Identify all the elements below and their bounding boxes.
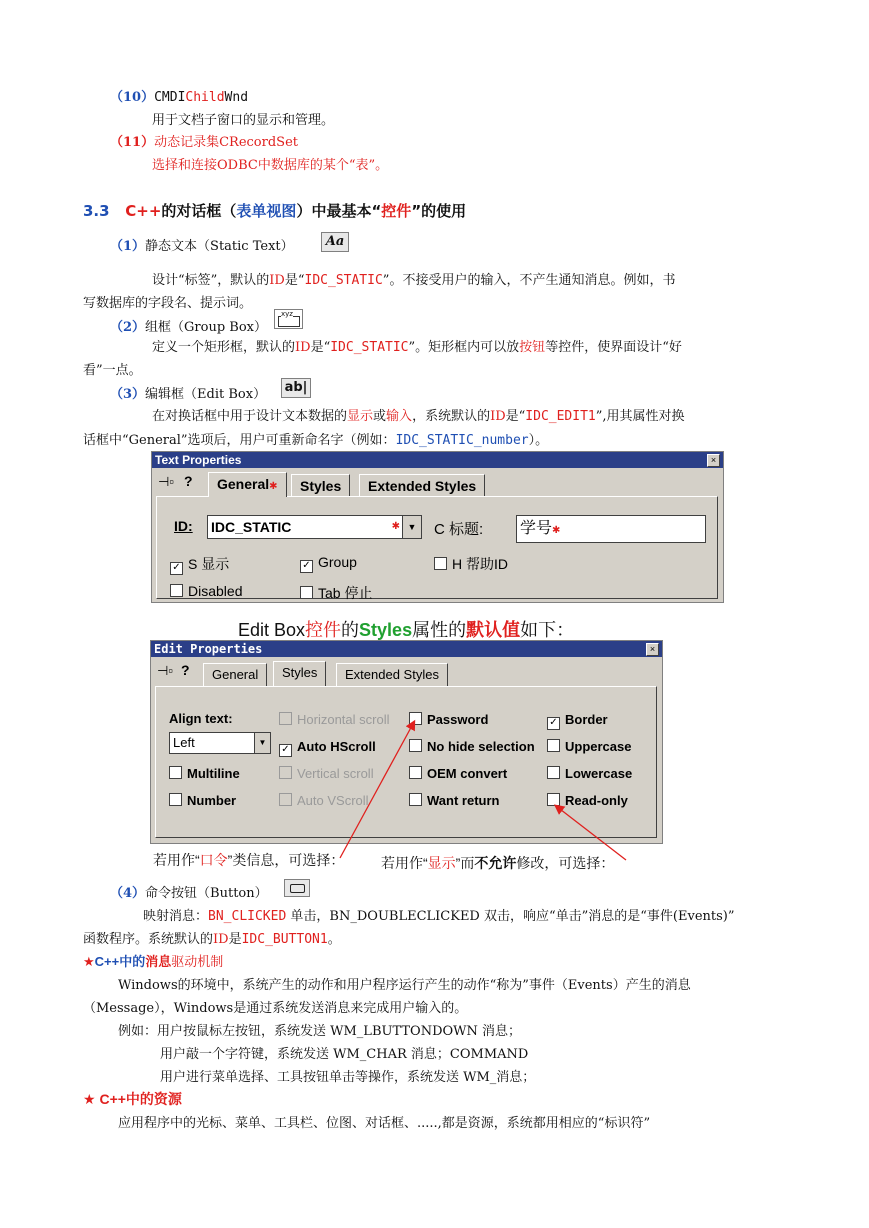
note-password [153,850,344,870]
text-properties-title: Text Properties [155,453,242,467]
msg-p2: （Message），Windows是通过系统发送消息来完成用户输入的。 [83,1001,468,1016]
res-heading [83,1089,182,1109]
multiline-label: Multiline [187,766,240,781]
password-label: Password [427,712,489,727]
ctrl2-text-e: ”。矩形框内可以放 [408,340,520,355]
vertical-scroll-label: Vertical scroll [297,766,374,781]
res-p1: 应用程序中的光标、菜单、工具栏、位图、对话框、.....,都是资源，系统都用相应的“标识符” [118,1116,651,1131]
tab-general[interactable] [208,472,287,497]
ctrl4-text-2a: 函数程序。系统默认的 [83,932,214,947]
align-text-label: Align text: [169,711,233,726]
arrow-read-only [556,806,626,860]
auto-hscroll-label: Auto HScroll [297,739,376,754]
ctrl3-text-2a: 话框中“General”选项后，用户可重新命名字（例如： [83,433,396,448]
id-label: ID: [174,518,193,534]
item-10-name-a: CMDI [154,90,186,105]
id-value: IDC_STATIC [211,519,292,535]
ctrl3-text-input: 输入 [386,409,413,424]
align-value: Left [173,735,195,750]
ctrl2-text-g: 等控件，使界面设计“好 [545,340,682,355]
ctrl1-text-a: 设计“标签”，默认的 [152,273,270,288]
marker-icon: ✱ [391,521,400,532]
lowercase-label: Lowercase [565,766,633,781]
section-title-1: C++ [125,202,162,220]
ctrl4-number: （4） [110,886,146,901]
note-right-d: 不允许 [474,855,517,871]
ctrl1-text-id: ID [269,273,285,288]
note-left-c: ”类信息，可选择： [227,852,345,868]
ctrl1-text-c: 是“ [284,273,305,288]
ctrl3-text-id: ID [490,409,506,424]
ctrl3-text-g: 是“ [505,409,526,424]
caption-a: Edit Box [238,620,306,640]
question-icon[interactable]: ? [184,473,193,489]
ctrl1-desc-line2: 写数据库的字段名、提示词。 [83,296,253,311]
ctrl4-desc-line1 [143,905,735,924]
static-text-icon: Aa [321,232,349,252]
number-label: Number [187,793,237,808]
tab-extended-styles-label: Extended Styles [368,478,477,494]
pushpin-icon[interactable]: ⊣▫ [157,663,173,678]
button-icon [284,879,310,897]
group-label: Group [318,554,357,570]
msg-p3: 例如：用户按鼠标左按钮，系统发送 WM_LBUTTONDOWN 消息； [118,1024,522,1039]
item-10-name-c: Wnd [224,90,249,105]
msg-p5: 用户进行菜单选择、工具按钮单击等操作，系统发送 WM_消息； [160,1070,536,1085]
caption-g: 如下： [520,620,575,640]
ctrl4-text-2d: IDC_BUTTON1 [241,932,328,947]
ctrl2-text-button: 按钮 [519,340,546,355]
ctrl2-title: 组框（Group Box） [145,320,268,335]
msg-p1: Windows的环境中，系统产生的动作和用户程序运行产生的动作“称为”事件（Events）产生的消息 [118,978,691,993]
chevron-down-icon[interactable]: ▼ [402,515,422,539]
ctrl2-number: （2） [110,320,146,335]
ctrl1-text-idc: IDC_STATIC [304,273,383,288]
caption-c: 的 [341,620,360,640]
msg-p4: 用户敲一个字符键，系统发送 WM_CHAR 消息；COMMAND [160,1047,529,1062]
ctrl4-text-2b: ID [213,932,229,947]
tab-general-label: General [212,667,259,682]
note-left-a: 若用作“ [153,852,200,868]
ctrl2-text-c: 是“ [310,340,331,355]
tab-styles-label: Styles [282,665,318,680]
close-icon[interactable]: × [707,454,720,467]
caption-value: 学号 [520,520,553,537]
section-title-5: 控件 [381,202,412,220]
group-box-icon-label: xyz [281,310,293,318]
ctrl4-text-2e: 。 [327,932,341,947]
item-10-name-b: Child [185,90,225,105]
ctrl3-number: （3） [110,387,146,402]
ctrl2-text-idc: IDC_STATIC [330,340,409,355]
note-right-a: 若用作“ [381,855,428,871]
section-number: 3.3 [83,202,110,220]
caption-b: 控件 [305,620,342,640]
caption-e: 属性的 [412,620,467,640]
tab-extended-styles-label: Extended Styles [345,667,439,682]
item-10-number: （10） [110,90,155,105]
horizontal-scroll-label: Horizontal scroll [297,712,390,727]
edit-properties-title: Edit Properties [154,642,263,656]
visible-label: S 显示 [188,556,230,572]
arrow-password [340,722,414,858]
border-label: Border [565,712,608,727]
item-11-desc: 选择和连接ODBC中数据库的某个“表”。 [152,158,389,173]
ctrl3-text-2c: ）。 [528,433,549,448]
help-id-label: H 帮助ID [452,556,508,572]
ctrl4-desc-line2 [83,928,341,947]
check-icon: ✓ [547,717,560,730]
edit-box-icon: ab| [281,378,311,398]
oem-convert-label: OEM convert [427,766,508,781]
ctrl4-title: 命令按钮（Button） [145,886,268,901]
marker-icon: ✱ [552,525,561,536]
section-title-6: ”的使用 [411,202,467,220]
tabstop-label: Tab 停止 [318,585,373,601]
section-title-3: 表单视图 [236,202,297,220]
close-icon[interactable]: × [646,643,659,656]
question-icon[interactable]: ? [181,662,190,678]
ctrl4-text-a: 映射消息： [143,909,209,924]
ctrl4-heading [110,882,268,901]
note-left-b: 口令 [199,852,228,868]
msg-title-3: 驱动机制 [171,954,224,969]
star-icon: ★ [83,954,95,969]
ctrl4-text-c: 单击，BN_DOUBLECLICKED 双击，响应“单击”消息的是“事件(Events)” [286,909,735,924]
marker-icon: ✱ [269,481,278,492]
ctrl4-text-2c: 是 [228,932,242,947]
caption-f: 默认值 [466,620,521,640]
star-icon: ★ [83,1091,96,1107]
read-only-label: Read-only [565,793,628,808]
ctrl3-title: 编辑框（Edit Box） [145,387,267,402]
ctrl4-text-b: BN_CLICKED [208,909,287,924]
ctrl3-text-a: 在对换话框中用于设计文本数据的 [152,409,348,424]
note-right-e: 修改，可选择： [516,855,615,871]
tab-general-label: General [217,476,270,492]
note-readonly [381,853,614,873]
ctrl2-text-a: 定义一个矩形框，默认的 [152,340,296,355]
ctrl1-title: 静态文本（Static Text） [145,239,294,254]
auto-vscroll-label: Auto VScroll [297,793,369,808]
msg-title-2: 消息 [145,954,172,969]
check-icon: ✓ [170,562,183,575]
ctrl3-text-idc: IDC_EDIT1 [525,409,596,424]
no-hide-selection-label: No hide selection [427,739,535,754]
tab-styles-label: Styles [300,478,342,494]
ctrl1-number: （1） [110,239,146,254]
want-return-label: Want return [427,793,500,808]
ctrl3-text-e: ，系统默认的 [412,409,491,424]
uppercase-label: Uppercase [565,739,632,754]
tab-styles[interactable] [273,661,326,686]
res-title: C++中的资源 [95,1091,182,1107]
section-title-4: ）中最基本“ [296,202,382,220]
ctrl3-text-display: 显示 [347,409,374,424]
caption-label: C 标题: [434,521,484,538]
ctrl2-text-id: ID [295,340,311,355]
ctrl2-desc-line2: 看”一点。 [83,363,142,378]
disabled-label: Disabled [188,583,243,599]
ctrl3-text-or: 或 [373,409,387,424]
msg-heading [83,951,223,970]
msg-title-1: C++中的 [94,954,146,969]
chevron-down-icon[interactable]: ▼ [254,732,271,754]
check-icon: ✓ [279,744,292,757]
note-right-c: ”而 [455,855,475,871]
note-right-b: 显示 [427,855,456,871]
caption-d: Styles [359,620,413,640]
section-title-2: 的对话框（ [161,202,237,220]
pushpin-icon[interactable]: ⊣▫ [158,474,174,489]
ctrl3-text-i: ”,用其属性对换 [595,409,685,424]
ctrl3-text-2b: IDC_STATIC_number [395,433,529,448]
item-11-title: 动态记录集CRecordSet [154,135,298,150]
item-11-number: （11） [110,135,155,150]
ctrl1-text-e: ”。不接受用户的输入，不产生通知消息。例如，书 [382,273,676,288]
item-10-desc: 用于文档子窗口的显示和管理。 [152,113,335,128]
check-icon: ✓ [300,560,313,573]
